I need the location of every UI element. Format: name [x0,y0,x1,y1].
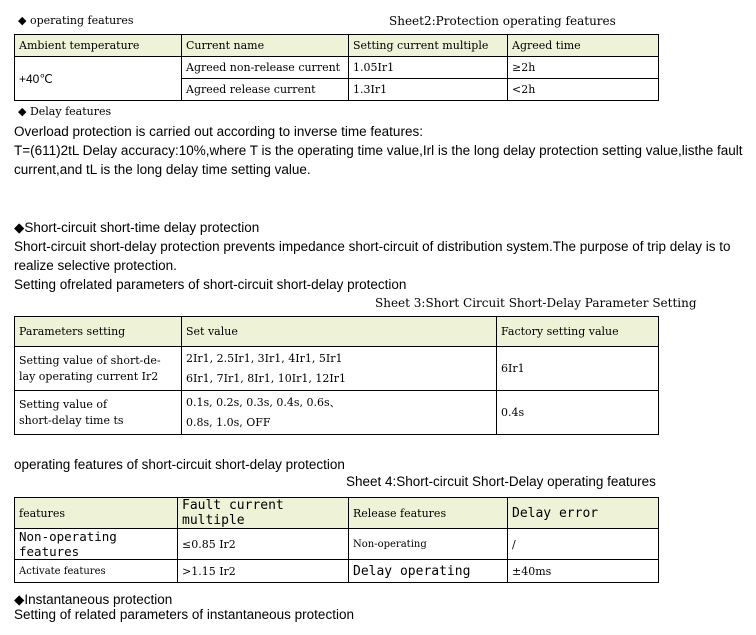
param-cell [15,391,182,435]
fault-multiple-cell: >1.15 Ir2 [178,560,349,583]
current-name-cell: Agreed release current [182,79,349,101]
time-cell: <2h [508,79,659,101]
header-agreed-time: Agreed time [508,35,659,57]
param-line: Setting value of short-de- [19,353,161,367]
feature-cell: Activate features [15,560,178,583]
release-cell: Delay operating [349,560,508,583]
delay-error-cell: ±40ms [508,560,659,583]
header-features: features [15,498,178,529]
set-value-line: 0.1s, 0.2s, 0.3s, 0.4s, 0.6s、 [186,395,341,409]
delay-line2: T=(611)2tL Delay accuracy:10%,where T is the operating time value,Irl is the long delay protection setting value,listhe fault current,and tL is the long delay time setting value. [14,143,743,177]
set-value-line: 6Ir1, 7Ir1, 8Ir1, 10Ir1, 12Ir1 [186,371,346,385]
op-features-line: operating features of short-circuit short-delay protection [14,457,345,472]
table-row [15,57,659,79]
header-setting-current-multiple: Setting current multiple [349,35,508,57]
fault-multiple-cell: ≤0.85 Ir2 [178,529,349,560]
short-circuit-para1: Short-circuit short-delay protection prevents impedance short-circuit of distribution system.The purpose of trip delay is to realize selective protection. [14,239,731,273]
header-current-name: Current name [182,35,349,57]
delay-line1: Overload protection is carried out according to inverse time features: [14,124,423,139]
header-fault-current-multiple: Fault current multiple [178,498,349,529]
ambient-value: +40℃ [15,57,182,101]
table-row [15,529,659,560]
short-circuit-heading: ◆Short-circuit short-time delay protection [14,220,260,235]
param-cell [15,347,182,391]
header-delay-error: Delay error [508,498,659,529]
set-value-line: 0.8s, 1.0s, OFF [186,415,271,429]
operating-features-heading: ◆ operating features [18,14,134,27]
param-line: Setting value of [19,397,108,411]
header-release-features: Release features [349,498,508,529]
feature-cell: Non-operating features [15,529,178,560]
delay-features-heading: ◆ Delay features [18,105,112,118]
multiple-cell: 1.3Ir1 [349,79,508,101]
sheet4-title: Sheet 4:Short-circuit Short-Delay operating features [346,474,656,489]
release-cell: Non-operating [349,529,508,560]
instantaneous-heading: ◆Instantaneous protection [14,592,173,607]
delay-error-cell: / [508,529,659,560]
sheet2-title: Sheet2:Protection operating features [389,14,616,28]
short-circuit-para2: Setting ofrelated parameters of short-circuit short-delay protection [14,277,407,292]
header-factory-setting: Factory setting value [497,317,659,347]
table-row [15,391,659,435]
factory-value-cell: 6Ir1 [497,347,659,391]
header-ambient-temperature: Ambient temperature [15,35,182,57]
multiple-cell: 1.05Ir1 [349,57,508,79]
instantaneous-line: Setting of related parameters of instantaneous protection [14,607,354,622]
set-value-cell [182,391,497,435]
header-parameters-setting: Parameters setting [15,317,182,347]
table-row [15,347,659,391]
set-value-cell [182,347,497,391]
time-cell: ≥2h [508,57,659,79]
sheet3-title: Sheet 3:Short Circuit Short-Delay Parameter Setting [375,296,697,310]
factory-value-cell: 0.4s [497,391,659,435]
sheet3-table [14,316,659,435]
current-name-cell: Agreed non-release current [182,57,349,79]
header-set-value: Set value [182,317,497,347]
set-value-line: 2Ir1, 2.5Ir1, 3Ir1, 4Ir1, 5Ir1 [186,351,343,365]
table-row [15,560,659,583]
param-line: lay operating current Ir2 [19,369,159,383]
param-line: short-delay time ts [19,413,124,427]
sheet4-table [14,497,659,583]
sheet2-table [14,34,659,101]
